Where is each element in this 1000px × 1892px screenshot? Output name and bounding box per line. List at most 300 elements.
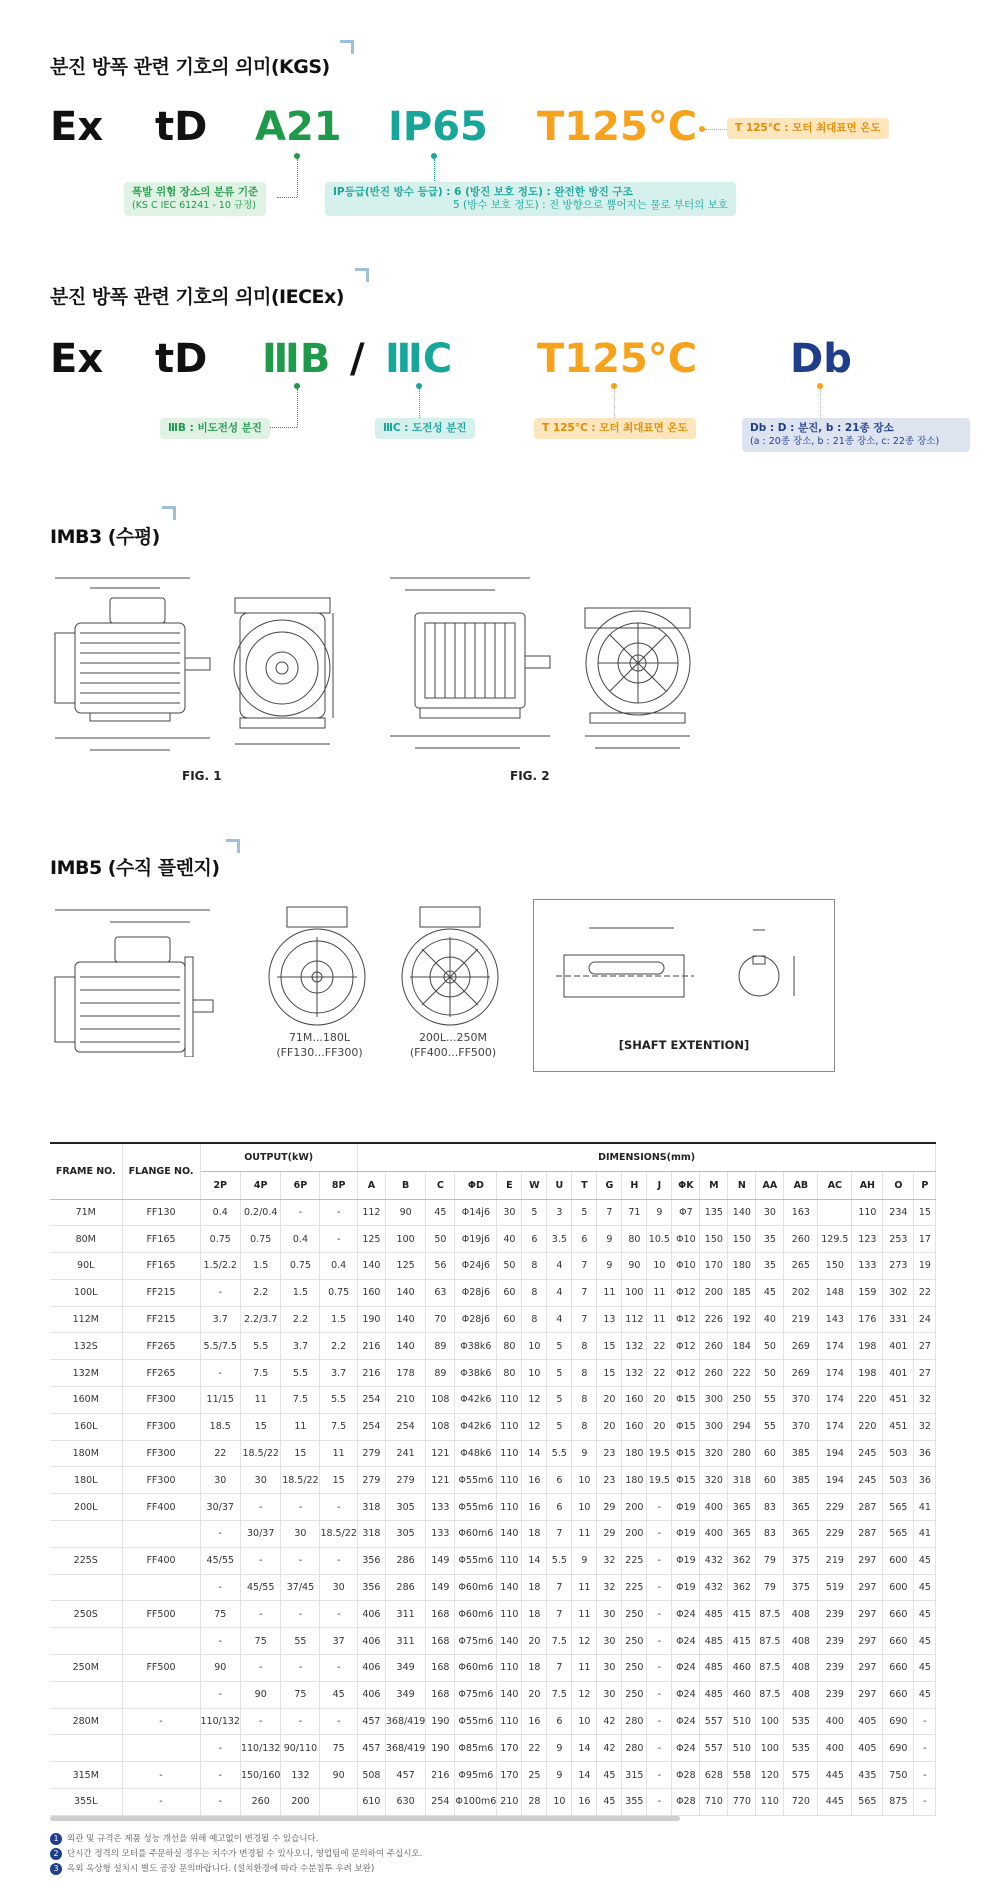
table-cell: 168 [426,1655,455,1682]
imb5-caption-small [262,1030,377,1060]
table-cell: 184 [728,1333,756,1360]
shaft-extension-label: [SHAFT EXTENTION] [618,1038,750,1052]
table-row [50,1521,936,1548]
table-cell: 250 [622,1655,647,1682]
table-cell: 45 [914,1681,936,1708]
table-cell: 302 [883,1279,914,1306]
table-cell: 311 [385,1601,425,1628]
table-cell: 9 [647,1199,672,1226]
table-cell: 80 [497,1333,522,1360]
table-cell: 45/55 [240,1574,280,1601]
table-row [50,1467,936,1494]
table-cell: 216 [357,1333,385,1360]
table-cell: 297 [852,1601,883,1628]
imb5-flange-drawing-large [395,902,510,1027]
table-cell: 245 [852,1440,883,1467]
table-cell: 100L [50,1279,122,1306]
table-cell: 198 [852,1360,883,1387]
table-cell: 260 [700,1360,728,1387]
table-cell: Φ75m6 [455,1681,497,1708]
subheader-cell: M [700,1171,728,1199]
table-cell: 280 [728,1440,756,1467]
table-cell: 406 [357,1681,385,1708]
table-cell [50,1521,122,1548]
table-cell: 170 [497,1735,522,1762]
table-cell: 630 [385,1789,425,1816]
table-cell: 123 [852,1226,883,1253]
table-cell: 185 [728,1279,756,1306]
table-cell: 408 [784,1655,818,1682]
table-cell: 125 [385,1253,425,1280]
imb5-side-drawing [50,902,225,1057]
table-cell: 408 [784,1628,818,1655]
footnote-number-icon: 2 [50,1848,62,1860]
table-cell: 5 [547,1413,572,1440]
table-cell: 140 [497,1681,522,1708]
table-cell: 27 [914,1333,936,1360]
table-cell: Φ19j6 [455,1226,497,1253]
table-cell: 8 [572,1387,597,1414]
table-cell: 75 [320,1735,357,1762]
iecex-iiic-label: ⅢC : 도전성 분진 [375,418,475,439]
table-cell: 234 [883,1199,914,1226]
table-cell: 18.5 [200,1413,240,1440]
subheader-cell: G [597,1171,622,1199]
table-cell: 660 [883,1681,914,1708]
table-cell: 200L [50,1494,122,1521]
table-cell: Φ55m6 [455,1547,497,1574]
subheader-cell: E [497,1171,522,1199]
table-cell: 18.5/22 [240,1440,280,1467]
table-cell: 194 [818,1467,852,1494]
subheader-cell: AC [818,1171,852,1199]
table-cell: 32 [597,1574,622,1601]
table-cell: 600 [883,1547,914,1574]
table-cell: Φ15 [672,1467,700,1494]
kgs-code-ex: Ex [50,104,104,150]
subheader-cell: T [572,1171,597,1199]
table-cell: 60 [756,1440,784,1467]
table-cell: 2.2 [281,1306,320,1333]
table-cell: Φ38k6 [455,1333,497,1360]
table-cell: 250S [50,1601,122,1628]
table-cell: 408 [784,1601,818,1628]
imb3-fig1-drawing [50,568,345,758]
kgs-code-a21: A21 [255,104,342,150]
table-row [50,1789,936,1816]
imb5-section-title: IMB5 (수직 플렌지) [50,857,220,879]
table-cell: 269 [784,1333,818,1360]
table-cell: Φ19 [672,1547,700,1574]
table-cell: 216 [426,1762,455,1789]
table-cell: 83 [756,1494,784,1521]
table-cell: 9 [572,1547,597,1574]
table-cell: 460 [728,1655,756,1682]
kgs-a21-label [124,182,266,216]
iecex-iiib-label: ⅢB : 비도전성 분진 [160,418,270,439]
imb5-caption-large [393,1030,513,1060]
table-cell: FF400 [122,1494,200,1521]
table-cell: Φ60m6 [455,1521,497,1548]
table-cell: 36 [914,1467,936,1494]
table-cell: Φ15 [672,1387,700,1414]
table-cell: 297 [852,1574,883,1601]
table-cell: 15 [597,1333,622,1360]
table-cell: 75 [240,1628,280,1655]
table-cell: 132 [622,1333,647,1360]
table-cell: 55 [756,1387,784,1414]
table-row [50,1655,936,1682]
table-cell: 15 [281,1440,320,1467]
table-cell: 222 [728,1360,756,1387]
table-row [50,1360,936,1387]
table-row [50,1226,936,1253]
table-cell: 160L [50,1413,122,1440]
table-cell: 120 [756,1762,784,1789]
table-cell: 160 [622,1413,647,1440]
table-cell: 198 [852,1333,883,1360]
table-cell: 315M [50,1762,122,1789]
table-cell: FF300 [122,1440,200,1467]
iecex-code-td: tD [155,336,208,382]
subheader-cell: AB [784,1171,818,1199]
table-cell: 20 [647,1413,672,1440]
table-cell: 254 [357,1387,385,1414]
table-cell: Φ24 [672,1601,700,1628]
table-cell: 9 [547,1762,572,1789]
table-cell: 385 [784,1467,818,1494]
table-cell: - [240,1708,280,1735]
table-cell: - [647,1735,672,1762]
table-cell: 432 [700,1574,728,1601]
table-cell: 5 [547,1387,572,1414]
table-cell: 80 [497,1360,522,1387]
table-cell: 170 [497,1762,522,1789]
table-cell: Φ55m6 [455,1708,497,1735]
table-cell: 280M [50,1708,122,1735]
table-cell: FF215 [122,1306,200,1333]
table-cell: 159 [852,1279,883,1306]
table-cell: 269 [784,1360,818,1387]
title-corner-mark [226,839,240,853]
table-horizontal-scrollbar[interactable] [50,1816,680,1821]
table-cell: 41 [914,1494,936,1521]
table-cell: 132S [50,1333,122,1360]
table-cell: 460 [728,1681,756,1708]
table-cell: 0.75 [320,1279,357,1306]
table-cell: - [320,1601,357,1628]
caption-large-line1: 200L...250M [418,1031,488,1044]
table-cell: - [914,1762,936,1789]
a21-label-sub: (KS C IEC 61241 - 10 규정) [132,200,256,211]
table-cell: 279 [357,1467,385,1494]
table-cell: 286 [385,1574,425,1601]
table-cell: 229 [818,1494,852,1521]
table-cell: 11/15 [200,1387,240,1414]
table-cell: 50 [756,1360,784,1387]
a21-connector-hline [277,197,297,198]
table-cell: 16 [572,1789,597,1816]
table-cell: - [647,1521,672,1548]
table-cell: 7.5 [281,1387,320,1414]
table-cell: 356 [357,1574,385,1601]
table-cell: 45 [597,1762,622,1789]
table-cell: 121 [426,1467,455,1494]
table-cell: 90 [320,1762,357,1789]
imb3-section-title: IMB3 (수평) [50,526,160,548]
table-cell: 305 [385,1494,425,1521]
table-cell: 180 [728,1253,756,1280]
table-cell: - [647,1547,672,1574]
table-cell [122,1628,200,1655]
table-cell: 170 [700,1253,728,1280]
table-cell: 10 [572,1494,597,1521]
table-cell: FF215 [122,1279,200,1306]
table-cell: 11 [572,1601,597,1628]
table-cell: - [281,1655,320,1682]
table-cell: FF400 [122,1547,200,1574]
table-cell: 22 [914,1279,936,1306]
caption-small-line1: 71M...180L [288,1031,351,1044]
table-cell: 220 [852,1387,883,1414]
table-cell: 349 [385,1655,425,1682]
table-cell: 226 [700,1306,728,1333]
table-cell: 6 [547,1708,572,1735]
table-cell: 294 [728,1413,756,1440]
table-cell: 260 [784,1226,818,1253]
table-cell: FF500 [122,1655,200,1682]
table-cell: - [320,1199,357,1226]
table-cell: 45 [320,1681,357,1708]
table-cell: 112M [50,1306,122,1333]
table-cell: 10 [547,1789,572,1816]
table-cell: 400 [818,1708,852,1735]
table-cell: 5 [547,1333,572,1360]
table-cell: 254 [357,1413,385,1440]
table-cell: 485 [700,1655,728,1682]
table-cell: Φ12 [672,1360,700,1387]
table-cell: 11 [240,1387,280,1414]
table-cell: 110/132 [240,1735,280,1762]
subheader-cell: P [914,1171,936,1199]
table-cell: 150/160 [240,1762,280,1789]
table-cell: 210 [385,1387,425,1414]
table-cell: Φ15 [672,1440,700,1467]
table-row [50,1681,936,1708]
table-row [50,1547,936,1574]
table-cell: - [240,1494,280,1521]
table-cell: 20 [597,1387,622,1414]
subheader-cell: U [547,1171,572,1199]
table-cell [50,1628,122,1655]
table-cell: 225S [50,1547,122,1574]
table-cell: Φ28j6 [455,1279,497,1306]
table-cell: 27 [914,1360,936,1387]
table-cell: - [200,1735,240,1762]
a21-connector-line [297,159,298,197]
table-cell: 320 [700,1440,728,1467]
table-cell: Φ60m6 [455,1574,497,1601]
table-cell: 110 [497,1387,522,1414]
table-cell: 362 [728,1574,756,1601]
table-cell: 132 [281,1762,320,1789]
table-cell: 11 [647,1306,672,1333]
table-cell: 110 [497,1601,522,1628]
table-cell: 5.5 [240,1333,280,1360]
table-cell: 202 [784,1279,818,1306]
table-cell: 375 [784,1547,818,1574]
subheader-cell: 2P [200,1171,240,1199]
table-cell: 60 [497,1279,522,1306]
table-row [50,1253,936,1280]
table-cell: 45 [426,1199,455,1226]
table-cell: 30 [497,1199,522,1226]
table-cell: 535 [784,1708,818,1735]
table-cell: 45/55 [200,1547,240,1574]
table-cell: 12 [522,1387,547,1414]
table-cell: 14 [572,1762,597,1789]
table-cell: 32 [914,1413,936,1440]
spec-table [50,1142,936,1816]
table-cell: 5 [522,1199,547,1226]
table-cell: - [647,1681,672,1708]
table-cell: 400 [700,1521,728,1548]
table-cell: 216 [357,1360,385,1387]
table-cell: Φ24 [672,1655,700,1682]
table-cell: 406 [357,1601,385,1628]
table-cell: 0.4 [281,1226,320,1253]
table-cell: 19.5 [647,1467,672,1494]
table-cell: 690 [883,1708,914,1735]
table-cell: 14 [522,1547,547,1574]
table-cell: 200 [700,1279,728,1306]
subheader-cell: A [357,1171,385,1199]
table-cell: 71 [622,1199,647,1226]
table-cell: 20 [522,1681,547,1708]
table-cell: 750 [883,1762,914,1789]
table-cell: 110 [497,1494,522,1521]
footnote-text: 단시간 정격의 모터를 주문하실 경우는 치수가 변경될 수 있사오니, 영업팀에 문의하여 주십시오. [67,1849,423,1859]
table-cell: 89 [426,1360,455,1387]
table-cell: 565 [852,1789,883,1816]
table-cell: 11 [597,1279,622,1306]
table-cell: Φ7 [672,1199,700,1226]
table-cell: 7 [572,1253,597,1280]
table-cell: 280 [622,1735,647,1762]
temp2-connector-line [614,389,615,418]
table-cell: 10 [647,1253,672,1280]
table-cell: 370 [784,1413,818,1440]
table-cell: 445 [818,1789,852,1816]
table-cell: Φ19 [672,1574,700,1601]
table-cell [50,1735,122,1762]
kgs-ip-label [325,182,736,216]
table-cell: FF165 [122,1226,200,1253]
table-row [50,1333,936,1360]
table-cell: 50 [497,1253,522,1280]
table-cell: 485 [700,1628,728,1655]
table-cell: 112 [622,1306,647,1333]
table-cell: 100 [756,1735,784,1762]
table-cell [320,1789,357,1816]
table-cell: Φ12 [672,1333,700,1360]
table-row [50,1574,936,1601]
table-cell: 45 [914,1601,936,1628]
table-cell: 83 [756,1521,784,1548]
table-cell: - [647,1655,672,1682]
footnote [50,1862,374,1875]
table-row [50,1199,936,1226]
table-cell [122,1735,200,1762]
table-cell: 45 [914,1655,936,1682]
header-output: OUTPUT(kW) [200,1143,357,1171]
table-cell: 5.5 [547,1547,572,1574]
table-cell: 3.7 [281,1333,320,1360]
table-cell: 7.5 [320,1413,357,1440]
table-cell: 19.5 [647,1440,672,1467]
table-cell: FF300 [122,1413,200,1440]
table-cell: 90/110 [281,1735,320,1762]
table-cell: 7 [597,1199,622,1226]
table-cell: - [647,1574,672,1601]
table-cell: 180L [50,1467,122,1494]
table-cell: 63 [426,1279,455,1306]
spec-table-scroll[interactable] [50,1142,960,1822]
table-cell: 280 [622,1708,647,1735]
table-cell: 30/37 [200,1494,240,1521]
table-cell: 160 [622,1387,647,1414]
table-cell: 318 [357,1521,385,1548]
table-cell: 90L [50,1253,122,1280]
table-row [50,1628,936,1655]
table-cell: - [200,1762,240,1789]
table-cell: 16 [522,1467,547,1494]
table-cell: Φ24 [672,1681,700,1708]
table-cell: 37/45 [281,1574,320,1601]
table-cell: 250M [50,1655,122,1682]
table-cell: 406 [357,1628,385,1655]
table-cell: 320 [700,1467,728,1494]
table-cell: 400 [818,1735,852,1762]
footnote-text: 외관 및 규격은 제품 성능 개선을 위해 예고없이 변경될 수 있습니다. [67,1834,319,1844]
table-cell: 55 [281,1628,320,1655]
table-cell: Φ95m6 [455,1762,497,1789]
table-cell: 17 [914,1226,936,1253]
imb3-fig1-label: FIG. 1 [182,769,222,783]
table-cell: 279 [385,1467,425,1494]
table-cell: 40 [756,1306,784,1333]
table-cell: 10 [522,1360,547,1387]
a21-label-text: 폭발 위험 장소의 분류 기준 [132,186,259,198]
table-cell: 20 [597,1413,622,1440]
table-cell: - [281,1601,320,1628]
table-cell: 80M [50,1226,122,1253]
table-cell: Φ19 [672,1521,700,1548]
table-cell: - [320,1655,357,1682]
table-row [50,1387,936,1414]
table-cell: 229 [818,1521,852,1548]
table-cell: 565 [883,1494,914,1521]
table-cell: 245 [852,1467,883,1494]
iecex-code-slash: / [350,336,365,382]
table-cell: 9 [597,1253,622,1280]
table-cell: 0.75 [281,1253,320,1280]
table-cell: 8 [522,1279,547,1306]
table-cell: 220 [852,1413,883,1440]
table-cell: 11 [320,1440,357,1467]
table-cell: 405 [852,1735,883,1762]
title-corner-mark [355,268,369,282]
